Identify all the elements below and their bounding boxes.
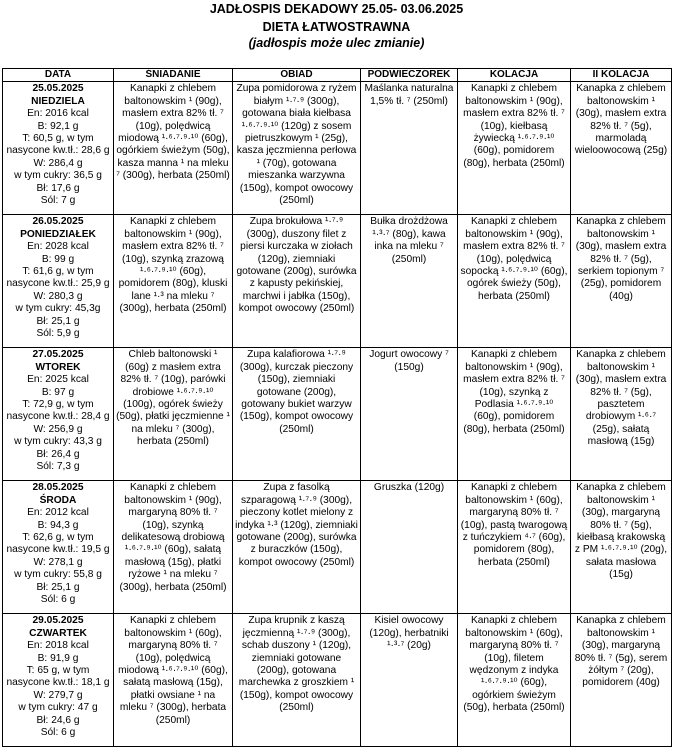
nutrition-protein: B: 92,1 g <box>37 120 79 132</box>
nutrition-sugars: w tym cukry: 36,5 g <box>14 170 102 182</box>
nutrition-energy: En: 2012 kcal <box>27 507 89 519</box>
nutrition-fiber: Bł: 25,1 g <box>36 581 80 593</box>
dinner-cell: Kanapki z chlebem baltonowskim ¹ (90g), masłem extra 82% tł. ⁷ (10g), kiełbasą żywiecką ¹·⁶·⁷·⁹·¹⁰ (60g), pomidorem (80g), herbata (250ml) <box>458 82 571 215</box>
column-header-dinner: KOLACJA <box>458 69 571 82</box>
breakfast-cell: Kanapki z chlebem baltonowskim ¹ (60g), margaryną 80% tł. ⁷ (10g), polędwicą miodową ¹·⁶·⁷·⁹·¹⁰ (60g), sałatą masłową (15g), płatki owsiane ¹ na mleku ⁷ (300g), herbata (250ml) <box>114 614 233 747</box>
day-name: NIEDZIELA <box>31 95 85 107</box>
breakfast-cell: Kanapki z chlebem baltonowskim ¹ (90g), masłem extra 82% tł. ⁷ (10g), polędwicą miodową ¹·⁶·⁷·⁹·¹⁰ (60g), ogórkiem świeżym (50g), kasza manna ¹ na mleku ⁷ (300g), herbata (250ml) <box>114 82 233 215</box>
breakfast-cell: Kanapki z chlebem baltonowskim ¹ (90g), masłem extra 82% tł. ⁷ (10g), szynką zrazową ¹·⁶·⁷·⁹·¹⁰ (60g), pomidorem (80g), kluski lane ¹·³ na mleku ⁷ (300g), herbata (250ml) <box>114 215 233 348</box>
nutrition-fiber: Bł: 24,6 g <box>36 714 80 726</box>
nutrition-sugars: w tym cukry: 55,8 g <box>14 569 102 581</box>
page-title: JADŁOSPIS DEKADOWY 25.05- 03.06.2025 <box>209 2 464 16</box>
second-dinner-cell: Kanapka z chlebem baltonowskim ¹ (30g), masłem extra 82% tł. ⁷ (5g), pasztetem drobiowym ¹·⁶·⁷ (25g), sałatą masłową (15g) <box>571 348 672 481</box>
dinner-cell: Kanapki z chlebem baltonowskim ¹ (90g), masłem extra 82% tł. ⁷ (10g), polędwicą sopocką ¹·⁶·⁷·⁹·¹⁰ (60g), ogórek świeży (50g), herbata (250ml) <box>458 215 571 348</box>
nutrition-protein: B: 97 g <box>41 386 75 398</box>
nutrition-fiber: Bł: 25,1 g <box>36 315 80 327</box>
day-date: 25.05.2025 <box>32 83 84 95</box>
nutrition-protein: B: 91,9 g <box>37 652 79 664</box>
day-date: 27.05.2025 <box>32 349 84 361</box>
snack-cell: Maślanka naturalna 1,5% tł. ⁷ (250ml) <box>361 82 458 215</box>
nutrition-sugars: w tym cukry: 43,3 g <box>14 436 102 448</box>
nutrition-energy: En: 2028 kcal <box>27 241 89 253</box>
nutrition-fat: T: 72,9 g, w tym nasycone kw.tł.: 28,4 g <box>6 399 110 423</box>
nutrition-carbs: W: 280,3 g <box>33 290 83 302</box>
table-row <box>3 215 672 348</box>
day-date: 29.05.2025 <box>32 615 84 627</box>
nutrition-salt: Sól: 7,3 g <box>36 461 80 473</box>
day-date: 28.05.2025 <box>32 482 84 494</box>
snack-cell: Jogurt owocowy ⁷ (150g) <box>361 348 458 481</box>
nutrition-fiber: Bł: 17,6 g <box>36 182 80 194</box>
lunch-cell: Zupa pomidorowa z ryżem białym ¹·⁷·⁹ (300g), gotowana biała kiełbasa ¹·⁶·⁷·⁹·¹⁰ (120g) z sosem pietruszkowym ¹ (25g), kasza jęczmienna perłowa ¹ (70g), gotowana mieszanka warzywna (150g), kompot owocowy (250ml) <box>233 82 361 215</box>
nutrition-protein: B: 99 g <box>41 253 75 265</box>
date-cell <box>3 215 114 348</box>
dinner-cell: Kanapki z chlebem baltonowskim ¹ (60g), margaryną 80% tł. ⁷ (10g), filetem wędzonym z indyka ¹·⁶·⁷·⁹·¹⁰ (60g), ogórkiem świeżym (50g), herbata (250ml) <box>458 614 571 747</box>
second-dinner-cell: Kanapka z chlebem baltonowskim ¹ (30g), margaryną 80% tł. ⁷ (5g), kiełbasą krakowską z PM ¹·⁶·⁷·⁹·¹⁰ (20g), sałata masłowa (15g) <box>571 481 672 614</box>
second-dinner-cell: Kanapka z chlebem baltonowskim ¹ (30g), masłem extra 82% tł. ⁷ (5g), serkiem topionym ⁷ (25g), pomidorem (40g) <box>571 215 672 348</box>
dinner-cell: Kanapki z chlebem baltonowskim ¹ (60g), margaryną 80% tł. ⁷ (10g), pastą twarogową z tuńczykiem ⁴·⁷ (60g), pomidorem (80g), herbata (250ml) <box>458 481 571 614</box>
dinner-cell: Kanapki z chlebem baltonowskim ¹ (90g), masłem extra 82% tł. ⁷ (10g), szynką z Podlasia ¹·⁶·⁷·⁹·¹⁰ (60g), pomidorem (80g), herbata (250ml) <box>458 348 571 481</box>
nutrition-carbs: W: 286,4 g <box>33 157 83 169</box>
date-cell <box>3 481 114 614</box>
column-header-snack: PODWIECZOREK <box>361 69 458 82</box>
nutrition-fat: T: 61,6 g, w tym nasycone kw.tł.: 25,9 g <box>6 266 110 290</box>
table-row <box>3 614 672 747</box>
header-row <box>3 69 672 82</box>
nutrition-protein: B: 94,3 g <box>37 519 79 531</box>
nutrition-fat: T: 62,6 g, w tym nasycone kw.tł.: 19,5 g <box>6 532 110 556</box>
nutrition-carbs: W: 279,7 g <box>33 689 83 701</box>
day-name: CZWARTEK <box>29 627 87 639</box>
date-cell <box>3 82 114 215</box>
nutrition-salt: Sól: 6 g <box>40 594 76 606</box>
nutrition-sugars: w tym cukry: 45,3g <box>15 303 101 315</box>
nutrition-carbs: W: 278,1 g <box>33 556 83 568</box>
nutrition-salt: Sól: 5,9 g <box>36 328 80 340</box>
date-cell <box>3 348 114 481</box>
day-name: ŚRODA <box>39 494 77 506</box>
column-header-date: DATA <box>3 69 114 82</box>
snack-cell: Kisiel owocowy (120g), herbatniki ¹·³·⁷ (20g) <box>361 614 458 747</box>
second-dinner-cell: Kanapka z chlebem baltonowskim ¹ (30g), margaryną 80% tł. ⁷ (5g), serem żółtym ⁷ (20g), pomidorem (40g) <box>571 614 672 747</box>
nutrition-fat: T: 65 g, w tym nasycone kw.tł.: 18,1 g <box>6 665 110 689</box>
nutrition-energy: En: 2018 kcal <box>27 640 89 652</box>
nutrition-salt: Sól: 7 g <box>40 195 76 207</box>
second-dinner-cell: Kanapka z chlebem baltonowskim ¹ (30g), masłem extra 82% tł. ⁷ (5g), marmoladą wieloowocową (25g) <box>571 82 672 215</box>
date-cell <box>3 614 114 747</box>
day-name: PONIEDZIAŁEK <box>20 228 96 240</box>
nutrition-salt: Sól: 6 g <box>40 727 76 739</box>
breakfast-cell: Chleb baltonowski ¹ (60g) z masłem extra 82% tł. ⁷ (10g), parówki drobiowe ¹·⁶·⁷·⁹·¹⁰ (100g), ogórek świeży (50g), płatki jęczmienne ¹ na mleku ⁷ (300g), herbata (250ml) <box>114 348 233 481</box>
lunch-cell: Zupa krupnik z kaszą jęczmienną ¹·⁷·⁹ (300g), schab duszony ¹ (120g), ziemniaki gotowane (200g), gotowana marchewka z groszkiem ¹ (150g), kompot owocowy (250ml) <box>233 614 361 747</box>
day-date: 26.05.2025 <box>32 216 84 228</box>
column-header-breakfast: ŚNIADANIE <box>114 69 233 82</box>
table-row <box>3 481 672 614</box>
nutrition-carbs: W: 256,9 g <box>33 423 83 435</box>
nutrition-energy: En: 2025 kcal <box>27 374 89 386</box>
column-header-second-dinner: II KOLACJA <box>571 69 672 82</box>
diet-name: DIETA ŁATWOSTRAWNA <box>262 20 411 34</box>
menu-note: (jadłospis może ulec zmianie) <box>248 36 425 50</box>
breakfast-cell: Kanapki z chlebem baltonowskim ¹ (90g), margaryną 80% tł. ⁷ (10g), szynką delikatesową drobiową ¹·⁶·⁷·⁹·¹⁰ (60g), sałatą masłową (15g), płatki ryżowe ¹ na mleku ⁷ (300g), herbata (250ml) <box>114 481 233 614</box>
nutrition-energy: En: 2016 kcal <box>27 108 89 120</box>
nutrition-fiber: Bł: 26,4 g <box>36 448 80 460</box>
menu-table <box>2 68 672 747</box>
lunch-cell: Zupa kalafiorowa ¹·⁷·⁹ (300g), kurczak pieczony (150g), ziemniaki gotowane (200g), gotowany bukiet warzyw (150g), kompot owocowy (250ml) <box>233 348 361 481</box>
lunch-cell: Zupa z fasolką szparagową ¹·⁷·⁹ (300g), pieczony kotlet mielony z indyka ¹·³ (120g), ziemniaki gotowane (200g), surówka z buraczków (150g), kompot owocowy (250ml) <box>233 481 361 614</box>
table-row <box>3 348 672 481</box>
day-name: WTOREK <box>35 361 81 373</box>
nutrition-fat: T: 60,5 g, w tym nasycone kw.tł.: 28,6 g <box>6 133 110 157</box>
snack-cell: Gruszka (120g) <box>361 481 458 614</box>
snack-cell: Bułka drożdżowa ¹·³·⁷ (80g), kawa inka na mleku ⁷ (250ml) <box>361 215 458 348</box>
table-row <box>3 82 672 215</box>
lunch-cell: Zupa brokułowa ¹·⁷·⁹ (300g), duszony filet z piersi kurczaka w ziołach (120g), ziemniaki gotowane (200g), surówka z kapusty pekińskiej, marchwi i jabłka (150g), kompot owocowy (250ml) <box>233 215 361 348</box>
nutrition-sugars: w tym cukry: 47 g <box>18 702 98 714</box>
column-header-lunch: OBIAD <box>233 69 361 82</box>
